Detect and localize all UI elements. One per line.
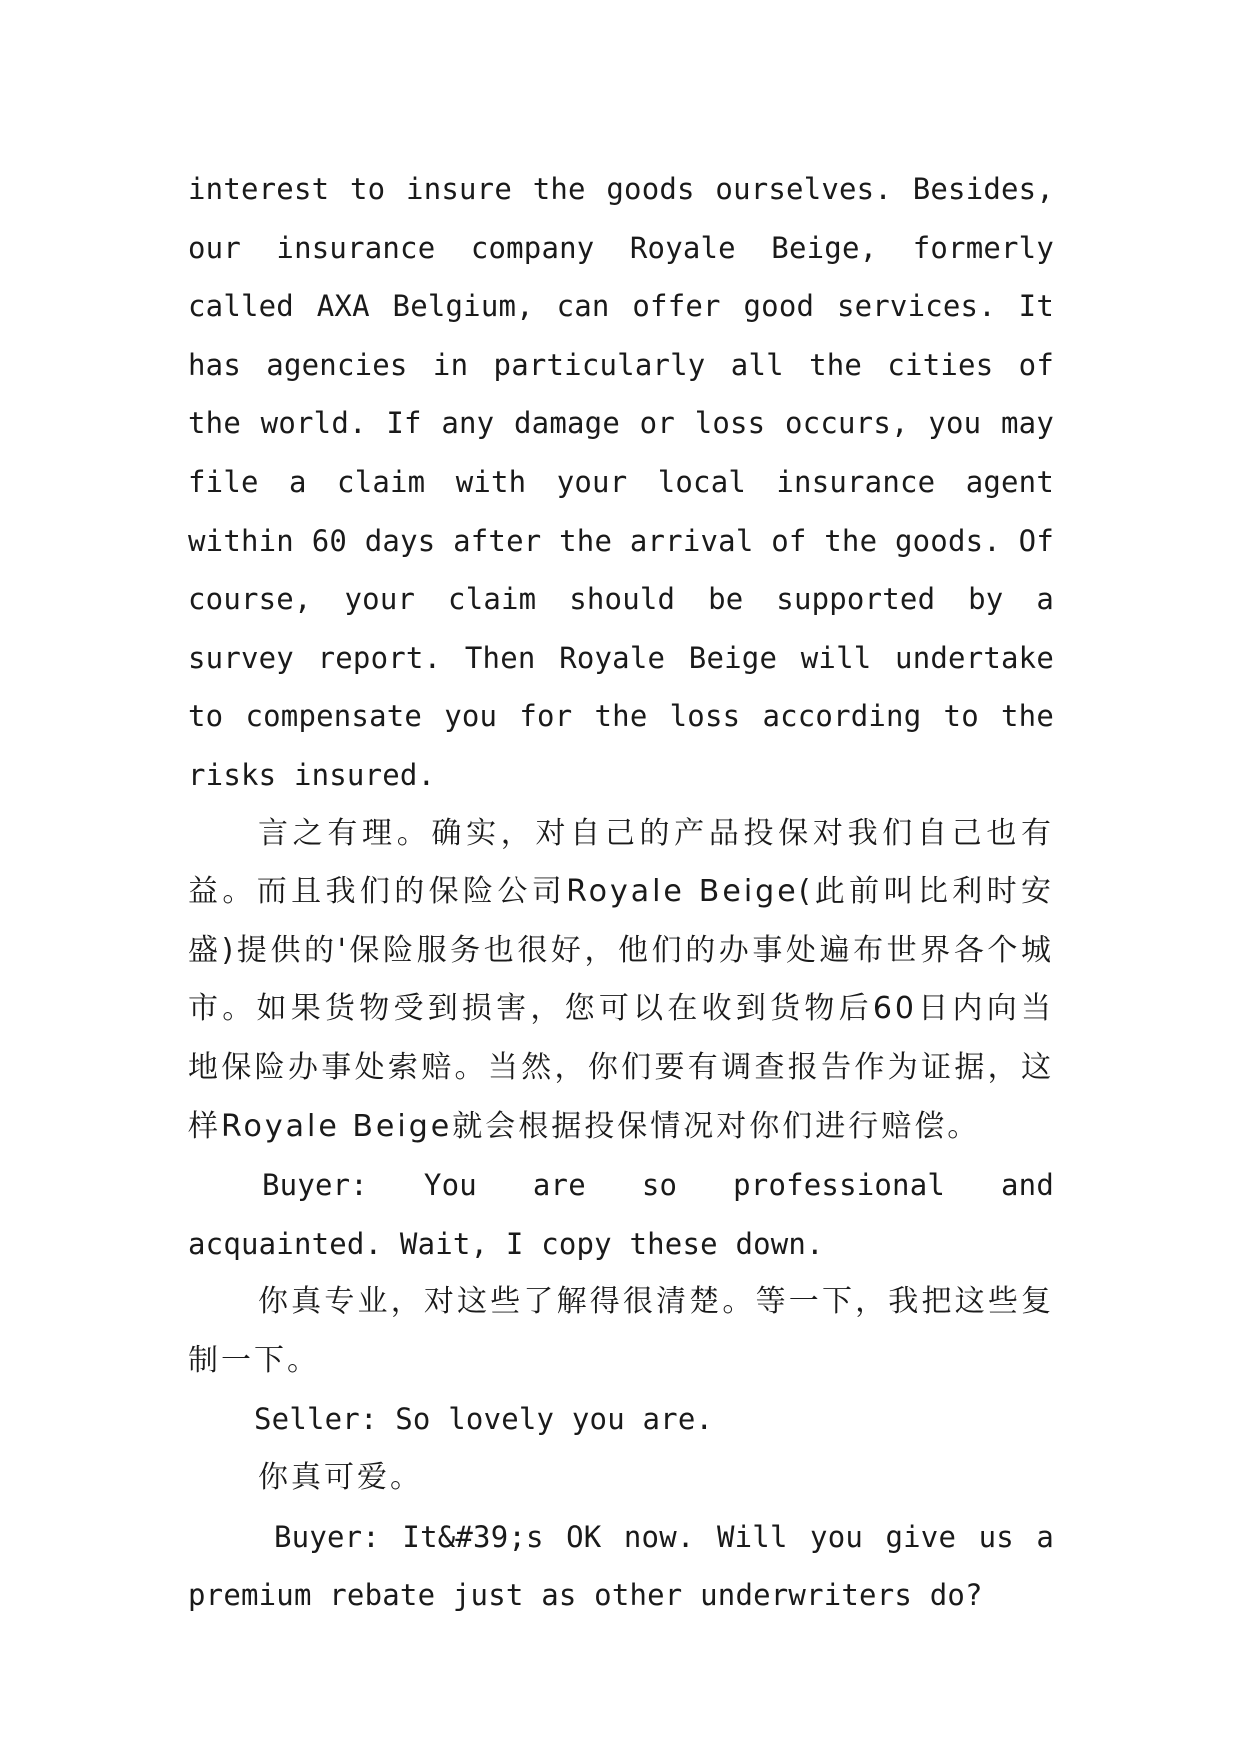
paragraph-chinese-professional: 你真专业，对这些了解得很清楚。等一下，我把这些复制一下。 (188, 1284, 1054, 1378)
paragraph-chinese-lovely: 你真可爱。 (258, 1460, 423, 1496)
paragraph-english-insurance: interest to insure the goods ourselves. Besides, our insurance company Royale Beige, formerly called AXA Belgium, can offer good services. It has agencies in particularly all the cities of the world. If any damage or loss occurs, you may file a claim with your local insurance agent within 60 days after the arrival of the goods. Of course, your claim should be supported by a survey report. Then Royale Beige will undertake to compensate you for the loss according to the risks insured. (188, 172, 1054, 792)
document-body (188, 160, 1054, 1625)
paragraph-buyer-rebate: Buyer: It&#39;s OK now. Will you give us a premium rebate just as other underwriters do? (188, 1519, 1054, 1613)
paragraph-chinese-insurance: 言之有理。确实，对自己的产品投保对我们自己也有益。而且我们的保险公司Royale Beige(此前叫比利时安盛)提供的'保险服务也很好，他们的办事处遍布世界各个城市。如果货物受到损害，您可以在收到货物后60日内向当地保险办事处索赔。当然，你们要有调查报告作为证据，这样Royale Beige就会根据投保情况对你们进行赔偿。 (188, 815, 1054, 1144)
paragraph-buyer-professional: Buyer: You are so professional and acquainted. Wait, I copy these down. (188, 1168, 1054, 1261)
paragraph-seller-lovely: Seller: So lovely you are. (254, 1402, 714, 1437)
